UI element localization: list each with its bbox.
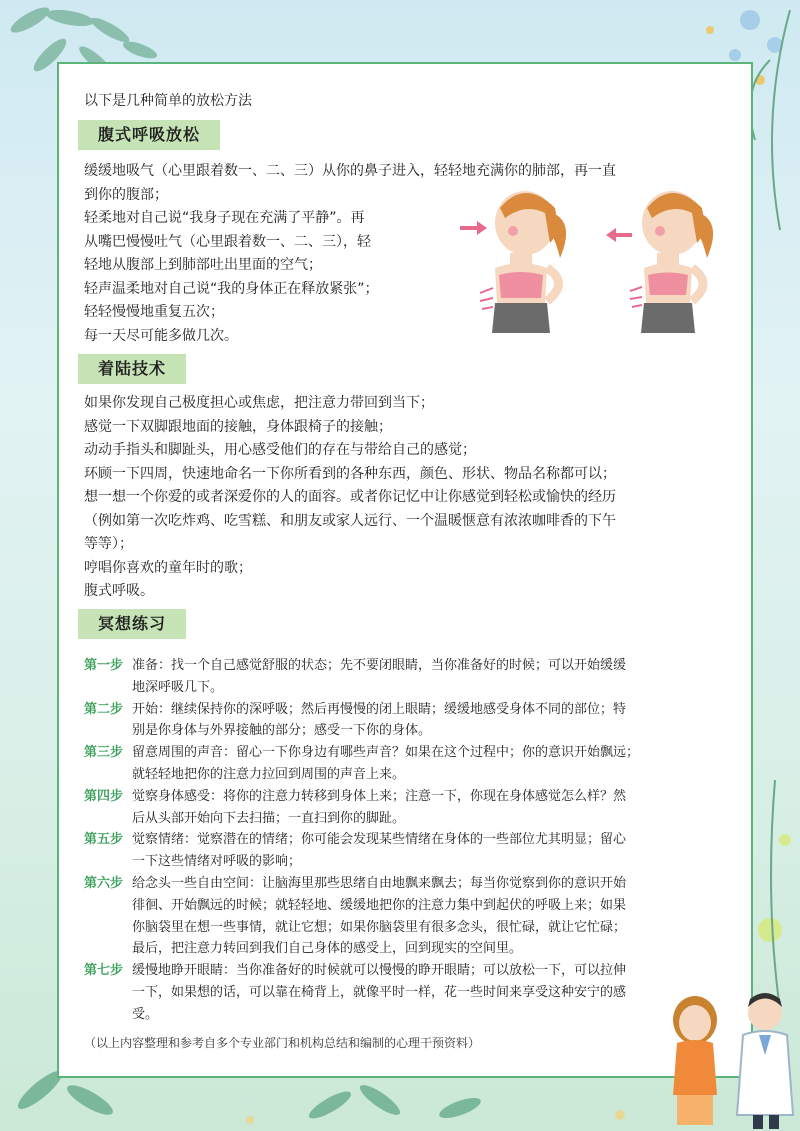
step-text: 一下，如果想的话，可以靠在椅背上，就像平时一样，花一些时间来享受这种安宁的感	[132, 984, 627, 1000]
step-text: 觉察身体感受：将你的注意力转移到身体上来；注意一下，你现在身体感觉怎么样？然	[132, 788, 627, 804]
step-1	[84, 655, 734, 699]
step-text: 你脑袋里在想一些事情，就让它想；如果你脑袋里有很多念头，很忙碌，就让它忙碌；	[132, 919, 627, 935]
text-line: 从嘴巴慢慢吐气（心里跟着数一、二、三），轻	[84, 233, 371, 250]
text-line: 每一天尽可能多做几次。	[84, 327, 238, 344]
step-label: 第五步	[84, 832, 124, 848]
text-line: 腹式呼吸。	[84, 583, 154, 599]
text-line: 感觉一下双脚跟地面的接触，身体跟椅子的接触；	[84, 418, 392, 435]
text-line: 轻地从腹部上到肺部吐出里面的空气；	[84, 257, 322, 273]
step-4	[84, 786, 734, 830]
text-line: 等等）；	[84, 536, 133, 552]
step-text: 别是你身体与外界接触的部分；感受一下你的身体。	[132, 723, 432, 739]
step-label: 第七步	[84, 963, 124, 979]
text-line: （例如第一次吃炸鸡、吃雪糕、和朋友或家人远行、一个温暖惬意有浓浓咖啡香的下午	[84, 512, 616, 529]
text-line: 轻柔地对自己说“我身子现在充满了平静”。再	[84, 210, 365, 226]
step-text: 留意周围的声音：留心一下你身边有哪些声音？如果在这个过程中；你的意识开始飘远；	[132, 745, 640, 761]
step-label: 第二步	[84, 701, 124, 717]
step-2	[84, 699, 734, 743]
step-text: 缓慢地睁开眼睛：当你准备好的时候就可以慢慢的睁开眼睛；可以放松一下，可以拉伸	[132, 963, 627, 979]
text-line: 动动手指头和脚趾头，用心感受他们的存在与带给自己的感觉；	[84, 442, 476, 458]
text-line: 缓缓地吸气（心里跟着数一、二、三）从你的鼻子进入，轻轻地充满你的肺部，再一直	[84, 163, 616, 179]
breathing-girl-exhale-illustration	[602, 183, 742, 338]
section-body-grounding	[84, 392, 616, 604]
step-text: 开始：继续保持你的深呼吸；然后再慢慢的闭上眼睛；缓缓地感受身体不同的部位；特	[132, 701, 627, 717]
section-title-meditation: 冥想练习	[78, 609, 186, 639]
text-line: 轻轻慢慢地重复五次；	[84, 304, 224, 320]
breathing-girl-inhale-illustration	[455, 183, 595, 338]
step-text: 准备：找一个自己感觉舒服的状态；先不要闭眼睛，当你准备好的时候；可以开始缓缓	[132, 658, 627, 673]
step-text: 徘徊、开始飘远的时候；就轻轻地、缓缓地把你的注意力集中到起伏的呼吸上来；如果	[132, 897, 627, 913]
step-label: 第一步	[84, 658, 124, 673]
step-label: 第四步	[84, 788, 124, 804]
footnote: （以上内容整理和参考自多个专业部门和机构总结和编制的心理干预资料）	[84, 1036, 481, 1050]
step-3	[84, 742, 734, 786]
step-7	[84, 960, 734, 1025]
step-5	[84, 829, 734, 873]
step-label: 第三步	[84, 745, 124, 761]
girl-and-doctor-illustration	[655, 985, 800, 1131]
meditation-steps	[84, 655, 734, 1026]
step-6	[84, 873, 734, 960]
step-text: 受。	[132, 1006, 159, 1022]
flower-decoration-right	[745, 780, 800, 1010]
step-text: 地深呼吸几下。	[132, 679, 224, 695]
text-line: 环顾一下四周，快速地命名一下你所看到的各种东西，颜色、形状、物品名称都可以；	[84, 465, 616, 482]
step-text: 就轻轻地把你的注意力拉回到周围的声音上来。	[132, 766, 406, 782]
step-text: 一下这些情绪对呼吸的影响；	[132, 854, 302, 870]
step-text: 后从头部开始向下去扫描；一直扫到你的脚趾。	[132, 810, 406, 826]
step-text: 最后，把注意力转回到我们自己身体的感受上，回到现实的空间里。	[132, 941, 523, 957]
text-line: 想一想一个你爱的或者深爱你的人的面容。或者你记忆中让你感觉到轻松或愉快的经历	[84, 489, 616, 505]
text-line: 哼唱你喜欢的童年时的歌；	[84, 559, 252, 576]
step-text: 觉察情绪：觉察潜在的情绪；你可能会发现某些情绪在身体的一些部位尤其明显；留心	[132, 832, 627, 848]
section-title-abdominal-breathing: 腹式呼吸放松	[78, 120, 220, 150]
text-line: 到你的腹部；	[84, 186, 168, 203]
text-line: 如果你发现自己极度担心或焦虑，把注意力带回到当下；	[84, 395, 434, 411]
step-label: 第六步	[84, 875, 124, 891]
intro-text: 以下是几种简单的放松方法	[84, 93, 252, 109]
text-line: 轻声温柔地对自己说“我的身体正在释放紧张”；	[84, 280, 379, 297]
step-text: 给念头一些自由空间：让脑海里那些思绪自由地飘来飘去；每当你觉察到你的意识开始	[132, 875, 627, 891]
section-title-grounding: 着陆技术	[78, 354, 186, 384]
